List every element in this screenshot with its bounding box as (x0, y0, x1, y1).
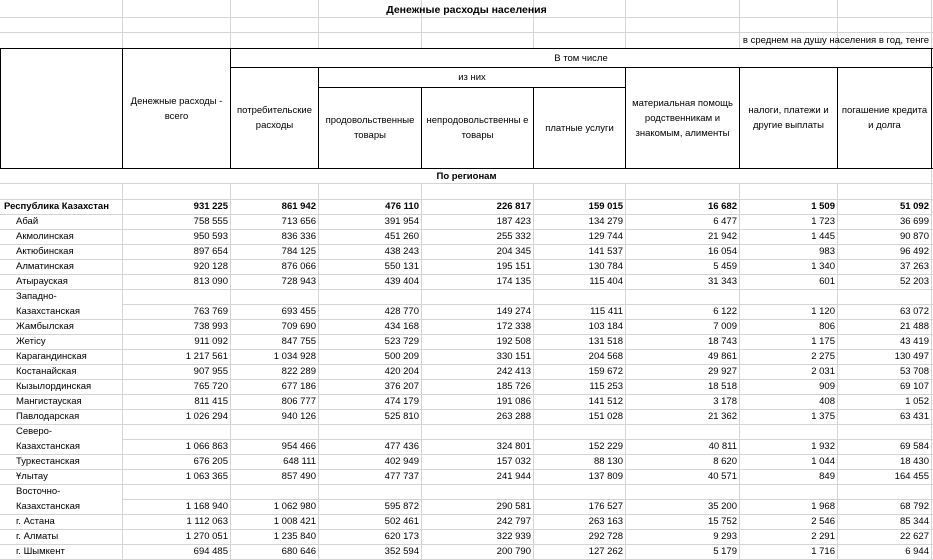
table-row (0, 499, 933, 514)
value-cell: 352 594 (384, 546, 419, 557)
value-cell: 477 436 (384, 441, 419, 452)
value-cell: 758 555 (193, 216, 228, 227)
value-cell: 15 752 (707, 516, 737, 527)
value-cell: 6 477 (713, 216, 737, 227)
value-cell: 911 092 (194, 336, 228, 347)
header-nonfood: непродовольственны е товары (426, 115, 529, 141)
value-cell: 330 151 (496, 351, 531, 362)
value-cell: 1 112 063 (186, 516, 228, 527)
value-cell: 322 939 (496, 531, 531, 542)
value-cell: 21 488 (899, 321, 929, 332)
table-row (0, 274, 933, 289)
value-cell: 2 275 (811, 351, 835, 362)
region-name: г. Шымкент (16, 546, 65, 557)
value-cell: 204 568 (588, 351, 623, 362)
table-row (0, 214, 933, 229)
region-name-line1 (0, 484, 933, 499)
value-cell: 476 110 (385, 201, 419, 212)
table-row (0, 319, 933, 334)
value-cell: 523 729 (384, 336, 419, 347)
value-cell: 103 184 (588, 321, 623, 332)
value-cell: 255 332 (496, 231, 531, 242)
value-cell: 130 497 (894, 351, 929, 362)
value-cell: 907 955 (193, 366, 228, 377)
value-cell: 1 375 (811, 411, 835, 422)
value-cell: 129 744 (588, 231, 623, 242)
value-cell: 474 179 (384, 396, 419, 407)
value-cell: 438 243 (384, 246, 419, 257)
value-cell: 391 954 (384, 216, 419, 227)
value-cell: 152 229 (588, 441, 623, 452)
value-cell: 192 508 (496, 336, 531, 347)
unit-note: в среднем на душу населения в год, тенге (742, 35, 929, 46)
region-name: Казахстанская (16, 501, 81, 512)
value-cell: 1 120 (811, 306, 835, 317)
value-cell: 90 870 (899, 231, 929, 242)
value-cell: 1 063 365 (185, 471, 228, 482)
value-cell: 765 720 (193, 381, 228, 392)
value-cell: 550 131 (384, 261, 419, 272)
region-name: г. Алматы (16, 531, 59, 542)
value-cell: 1 034 928 (273, 351, 316, 362)
value-cell: 263 163 (588, 516, 623, 527)
value-cell: 127 262 (588, 546, 623, 557)
region-name: Жетісу (16, 336, 46, 347)
value-cell: 8 620 (713, 456, 737, 467)
value-cell: 21 362 (707, 411, 737, 422)
value-cell: 595 872 (384, 501, 419, 512)
value-cell: 434 168 (384, 321, 419, 332)
value-cell: 49 861 (707, 351, 737, 362)
table-row (0, 529, 933, 544)
value-cell: 187 423 (496, 216, 531, 227)
value-cell: 43 419 (899, 336, 929, 347)
value-cell: 376 207 (384, 381, 419, 392)
value-cell: 861 942 (281, 201, 316, 212)
value-cell: 324 801 (496, 441, 531, 452)
value-cell: 149 274 (496, 306, 531, 317)
value-cell: 18 430 (899, 456, 929, 467)
region-name: г. Астана (16, 516, 55, 527)
value-cell: 822 289 (281, 366, 316, 377)
header-aid: материальная помощь родственникам и знакомым, алименты (632, 97, 733, 139)
value-cell: 1 509 (811, 201, 835, 212)
value-cell: 3 178 (713, 396, 737, 407)
table-row (0, 469, 933, 484)
table-row (0, 394, 933, 409)
value-cell: 292 728 (588, 531, 623, 542)
value-cell: 502 461 (384, 516, 419, 527)
value-cell: 96 492 (899, 246, 929, 257)
value-cell: 157 032 (496, 456, 531, 467)
value-cell: 130 784 (588, 261, 623, 272)
value-cell: 728 943 (281, 276, 316, 287)
value-cell: 420 204 (384, 366, 419, 377)
value-cell: 2 291 (811, 531, 835, 542)
region-name: Казахстанская (16, 306, 81, 317)
region-name: Павлодарская (16, 411, 80, 422)
value-cell: 849 (819, 471, 835, 482)
value-cell: 16 682 (707, 201, 737, 212)
value-cell: 1 026 294 (185, 411, 228, 422)
value-cell: 241 944 (496, 471, 531, 482)
value-cell: 185 726 (496, 381, 531, 392)
region-name: Туркестанская (16, 456, 80, 467)
value-cell: 21 942 (707, 231, 737, 242)
value-cell: 69 107 (899, 381, 929, 392)
value-cell: 876 066 (281, 261, 316, 272)
header-services: платные услуги (545, 122, 614, 134)
header-credit: погашение кредита и долга (841, 105, 928, 131)
value-cell: 174 135 (496, 276, 531, 287)
value-cell: 428 770 (384, 306, 419, 317)
value-cell: 940 126 (281, 411, 316, 422)
value-cell: 1 716 (811, 546, 835, 557)
value-cell: 713 656 (281, 216, 316, 227)
value-cell: 920 128 (193, 261, 228, 272)
value-cell: 16 054 (707, 246, 737, 257)
value-cell: 88 130 (593, 456, 623, 467)
value-cell: 694 485 (193, 546, 228, 557)
value-cell: 451 260 (384, 231, 419, 242)
value-cell: 1 270 051 (185, 531, 228, 542)
table-row (0, 259, 933, 274)
value-cell: 857 490 (281, 471, 316, 482)
value-cell: 709 690 (281, 321, 316, 332)
table-row (0, 229, 933, 244)
table-row (0, 304, 933, 319)
value-cell: 51 092 (899, 201, 929, 212)
value-cell: 2 031 (811, 366, 835, 377)
value-cell: 159 015 (588, 201, 623, 212)
table-row (0, 409, 933, 424)
value-cell: 263 288 (496, 411, 531, 422)
value-cell: 1 008 421 (273, 516, 316, 527)
value-cell: 1 052 (905, 396, 929, 407)
value-cell: 53 708 (899, 366, 929, 377)
value-cell: 134 279 (588, 216, 623, 227)
region-name: Республика Казахстан (4, 201, 109, 212)
value-cell: 439 404 (384, 276, 419, 287)
table-row (0, 544, 933, 559)
value-cell: 22 627 (899, 531, 929, 542)
value-cell: 763 769 (193, 306, 228, 317)
value-cell: 408 (819, 396, 835, 407)
value-cell: 242 797 (496, 516, 531, 527)
table-row (0, 439, 933, 454)
value-cell: 811 415 (194, 396, 228, 407)
section-label: По регионам (436, 171, 497, 182)
value-cell: 847 755 (281, 336, 316, 347)
value-cell: 402 949 (384, 456, 419, 467)
value-cell: 151 028 (588, 411, 623, 422)
value-cell: 7 009 (713, 321, 737, 332)
value-cell: 1 175 (811, 336, 835, 347)
value-cell: 5 179 (713, 546, 737, 557)
region-name: Карагандинская (16, 351, 87, 362)
value-cell: 983 (819, 246, 835, 257)
region-name-line1 (0, 289, 933, 304)
value-cell: 137 809 (588, 471, 623, 482)
value-cell: 40 811 (708, 441, 737, 452)
value-cell: 680 646 (281, 546, 316, 557)
header-of-which: из них (458, 72, 486, 83)
value-cell: 172 338 (496, 321, 531, 332)
value-cell: 115 253 (589, 381, 623, 392)
table-row (0, 379, 933, 394)
value-cell: 738 993 (193, 321, 228, 332)
value-cell: 1 066 863 (185, 441, 228, 452)
value-cell: 31 343 (707, 276, 737, 287)
value-cell: 1 235 840 (273, 531, 316, 542)
value-cell: 18 518 (707, 381, 737, 392)
table-row (0, 364, 933, 379)
region-name-part: Северо- (16, 426, 53, 437)
table-row (0, 199, 933, 214)
header-taxes: налоги, платежи и другие выплаты (748, 105, 829, 131)
value-cell: 1 217 561 (185, 351, 228, 362)
value-cell: 85 344 (899, 516, 929, 527)
value-cell: 226 817 (496, 201, 531, 212)
table-row (0, 244, 933, 259)
value-cell: 63 431 (899, 411, 929, 422)
value-cell: 191 086 (496, 396, 531, 407)
region-name: Абай (16, 216, 39, 227)
value-cell: 1 168 940 (185, 501, 228, 512)
table-row (0, 349, 933, 364)
value-cell: 69 584 (899, 441, 929, 452)
value-cell: 115 404 (589, 276, 623, 287)
value-cell: 63 072 (899, 306, 929, 317)
region-name: Костанайская (16, 366, 77, 377)
value-cell: 1 445 (811, 231, 835, 242)
value-cell: 159 672 (588, 366, 623, 377)
value-cell: 164 455 (894, 471, 929, 482)
header-food: продовольственные товары (325, 115, 415, 141)
region-name: Казахстанская (16, 441, 81, 452)
value-cell: 836 336 (281, 231, 316, 242)
value-cell: 525 810 (384, 411, 419, 422)
value-cell: 35 200 (707, 501, 737, 512)
value-cell: 806 (819, 321, 835, 332)
region-name: Мангистауская (16, 396, 82, 407)
value-cell: 9 293 (713, 531, 737, 542)
header-including: В том числе (554, 52, 608, 64)
value-cell: 784 125 (281, 246, 316, 257)
value-cell: 290 581 (496, 501, 531, 512)
value-cell: 5 459 (713, 261, 737, 272)
value-cell: 176 527 (588, 501, 623, 512)
value-cell: 68 792 (899, 501, 929, 512)
table-row (0, 334, 933, 349)
value-cell: 806 777 (281, 396, 316, 407)
value-cell: 36 699 (899, 216, 929, 227)
region-name: Алматинская (16, 261, 74, 272)
region-name: Актюбинская (16, 246, 74, 257)
value-cell: 141 512 (588, 396, 623, 407)
value-cell: 1 340 (811, 261, 835, 272)
value-cell: 813 090 (193, 276, 228, 287)
value-cell: 693 455 (281, 306, 316, 317)
value-cell: 37 263 (899, 261, 929, 272)
value-cell: 2 546 (811, 516, 835, 527)
value-cell: 52 203 (899, 276, 929, 287)
value-cell: 950 593 (193, 231, 228, 242)
region-name-line1 (0, 424, 933, 439)
value-cell: 620 173 (384, 531, 419, 542)
value-cell: 1 932 (811, 441, 835, 452)
value-cell: 131 518 (588, 336, 623, 347)
header-consumer: потребительские расходы (237, 105, 312, 131)
table-row (0, 454, 933, 469)
value-cell: 115 411 (590, 306, 623, 317)
value-cell: 18 743 (707, 336, 737, 347)
region-name-part: Восточно- (16, 486, 61, 497)
value-cell: 195 151 (496, 261, 531, 272)
value-cell: 601 (819, 276, 835, 287)
region-name: Акмолинская (16, 231, 74, 242)
value-cell: 40 571 (707, 471, 737, 482)
region-name: Атырауская (16, 276, 68, 287)
value-cell: 29 927 (707, 366, 737, 377)
value-cell: 1 062 980 (273, 501, 316, 512)
value-cell: 676 205 (193, 456, 228, 467)
value-cell: 909 (819, 381, 835, 392)
value-cell: 648 111 (283, 456, 316, 467)
table-title: Денежные расходы населения (386, 4, 547, 16)
value-cell: 200 790 (496, 546, 531, 557)
header-total: Денежные расходы - всего (130, 95, 223, 122)
value-cell: 1 968 (811, 501, 835, 512)
value-cell: 1 723 (811, 216, 835, 227)
value-cell: 6 944 (905, 546, 929, 557)
value-cell: 931 225 (193, 201, 228, 212)
value-cell: 6 122 (713, 306, 737, 317)
value-cell: 204 345 (496, 246, 531, 257)
value-cell: 954 466 (281, 441, 316, 452)
value-cell: 677 186 (281, 381, 316, 392)
region-name: Ұлытау (16, 471, 48, 482)
value-cell: 897 654 (193, 246, 228, 257)
value-cell: 477 737 (384, 471, 419, 482)
table-row (0, 514, 933, 529)
region-name-part: Западно- (16, 291, 57, 302)
value-cell: 141 537 (588, 246, 623, 257)
value-cell: 1 044 (811, 456, 835, 467)
region-name: Жамбылская (16, 321, 74, 332)
value-cell: 500 209 (384, 351, 419, 362)
value-cell: 242 413 (496, 366, 531, 377)
region-name: Кызылординская (16, 381, 92, 392)
